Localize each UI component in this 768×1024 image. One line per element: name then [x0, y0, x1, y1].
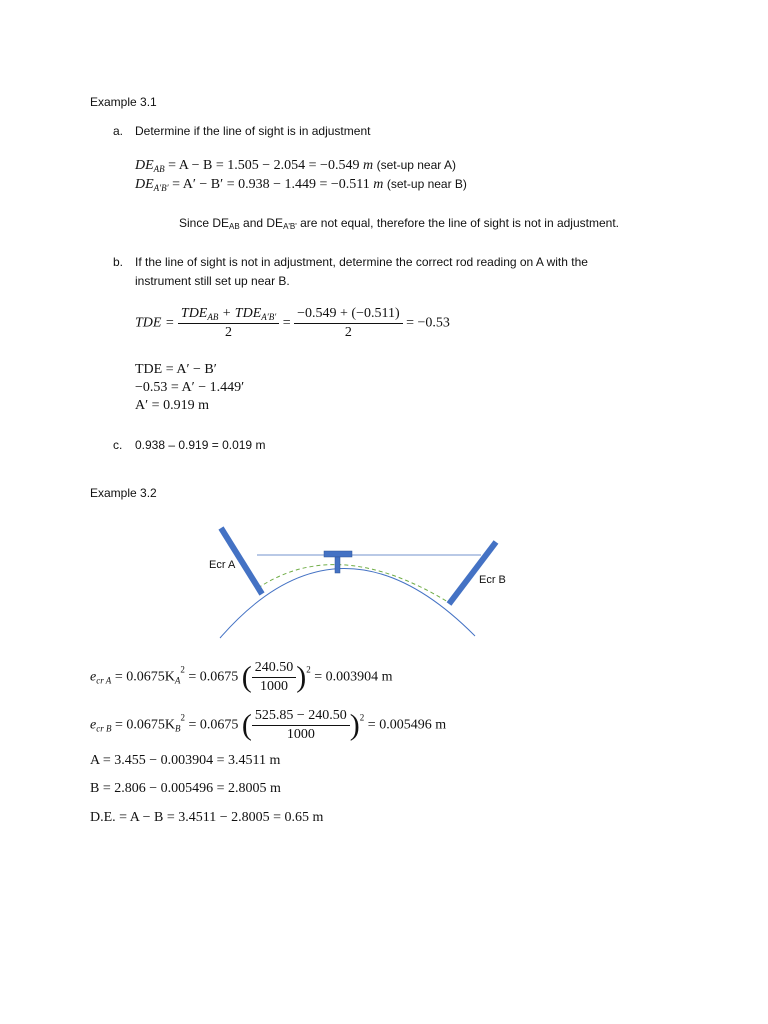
part-b-text-line1: If the line of sight is not in adjustment, determine the correct rod reading on A with the	[135, 255, 588, 269]
curvature-diagram	[200, 520, 520, 640]
equation-de: D.E. = A − B = 3.4511 − 2.8005 = 0.65 m	[90, 810, 324, 825]
tde-fraction-1: $\frac{TDE_{AB} + TDE_{A'B'}}{2}$	[178, 306, 279, 341]
adjustment-conclusion: Since DEAB and DEA'B' are not equal, therefore the line of sight is not in adjustment.	[179, 216, 619, 231]
part-c-text: 0.938 – 0.919 = 0.019 m	[135, 438, 266, 452]
equation-b-corrected: B = 2.806 − 0.005496 = 2.8005 m	[90, 781, 281, 796]
equation-de-ab: $DE_{AB} = A - B = 1.505 - 2.054 = -0.549$ m (set-up near A)	[135, 158, 456, 174]
earth-curve	[220, 568, 475, 638]
tde-line-3: A′ = 0.919 m	[135, 398, 209, 413]
setup-note-a: (set-up near A)	[376, 158, 456, 172]
tde-result: = −0.53	[406, 315, 450, 331]
level-instrument-stand	[335, 557, 340, 573]
equation-a-corrected: A = 3.455 − 0.003904 = 3.4511 m	[90, 753, 281, 768]
label-ecr-a: Ecr A	[209, 559, 236, 571]
tde-line-1: TDE = A′ − B′	[135, 362, 217, 377]
example-3-1-heading: Example 3.1	[90, 95, 157, 109]
example-3-2-heading: Example 3.2	[90, 486, 157, 500]
label-ecr-b: Ecr B	[479, 574, 506, 586]
tde-fraction-2: $\frac{-0.549 + (-0.511)}{2}$	[294, 306, 403, 341]
equation-ecr-b: $e_{cr B} = 0.0675K_B^2 = 0.0675$ ( $\frac{525.85 - 240.50}{1000}$ )$^2$ = 0.005496 m	[90, 708, 447, 742]
rod-b	[449, 542, 496, 604]
part-b-marker: b.	[113, 255, 124, 269]
part-b-text-line2: instrument still set up near B.	[135, 274, 290, 288]
part-a-marker: a.	[113, 124, 124, 138]
equation-de-ab-prime: $DE_{A'B'} = A' - B' = 0.938 - 1.449 = -0.511$ m (set-up near B)	[135, 177, 467, 193]
part-c-marker: c.	[113, 438, 123, 452]
setup-note-b: (set-up near B)	[386, 177, 467, 191]
level-instrument-head	[324, 551, 352, 557]
tde-equation: TDE = $\frac{TDE_{AB} + TDE_{A'B'}}{2}$ = $\frac{-0.549 + (-0.511)}{2}$ = −0.53	[135, 306, 450, 340]
tde-line-2: −0.53 = A′ − 1.449′	[135, 380, 245, 395]
equation-ecr-a: $e_{cr A} = 0.0675K_A^2 = 0.0675$ ( $\frac{240.50}{1000}$ )$^2$ = 0.003904 m	[90, 660, 393, 694]
part-a-text: Determine if the line of sight is in adjustment	[135, 124, 371, 138]
